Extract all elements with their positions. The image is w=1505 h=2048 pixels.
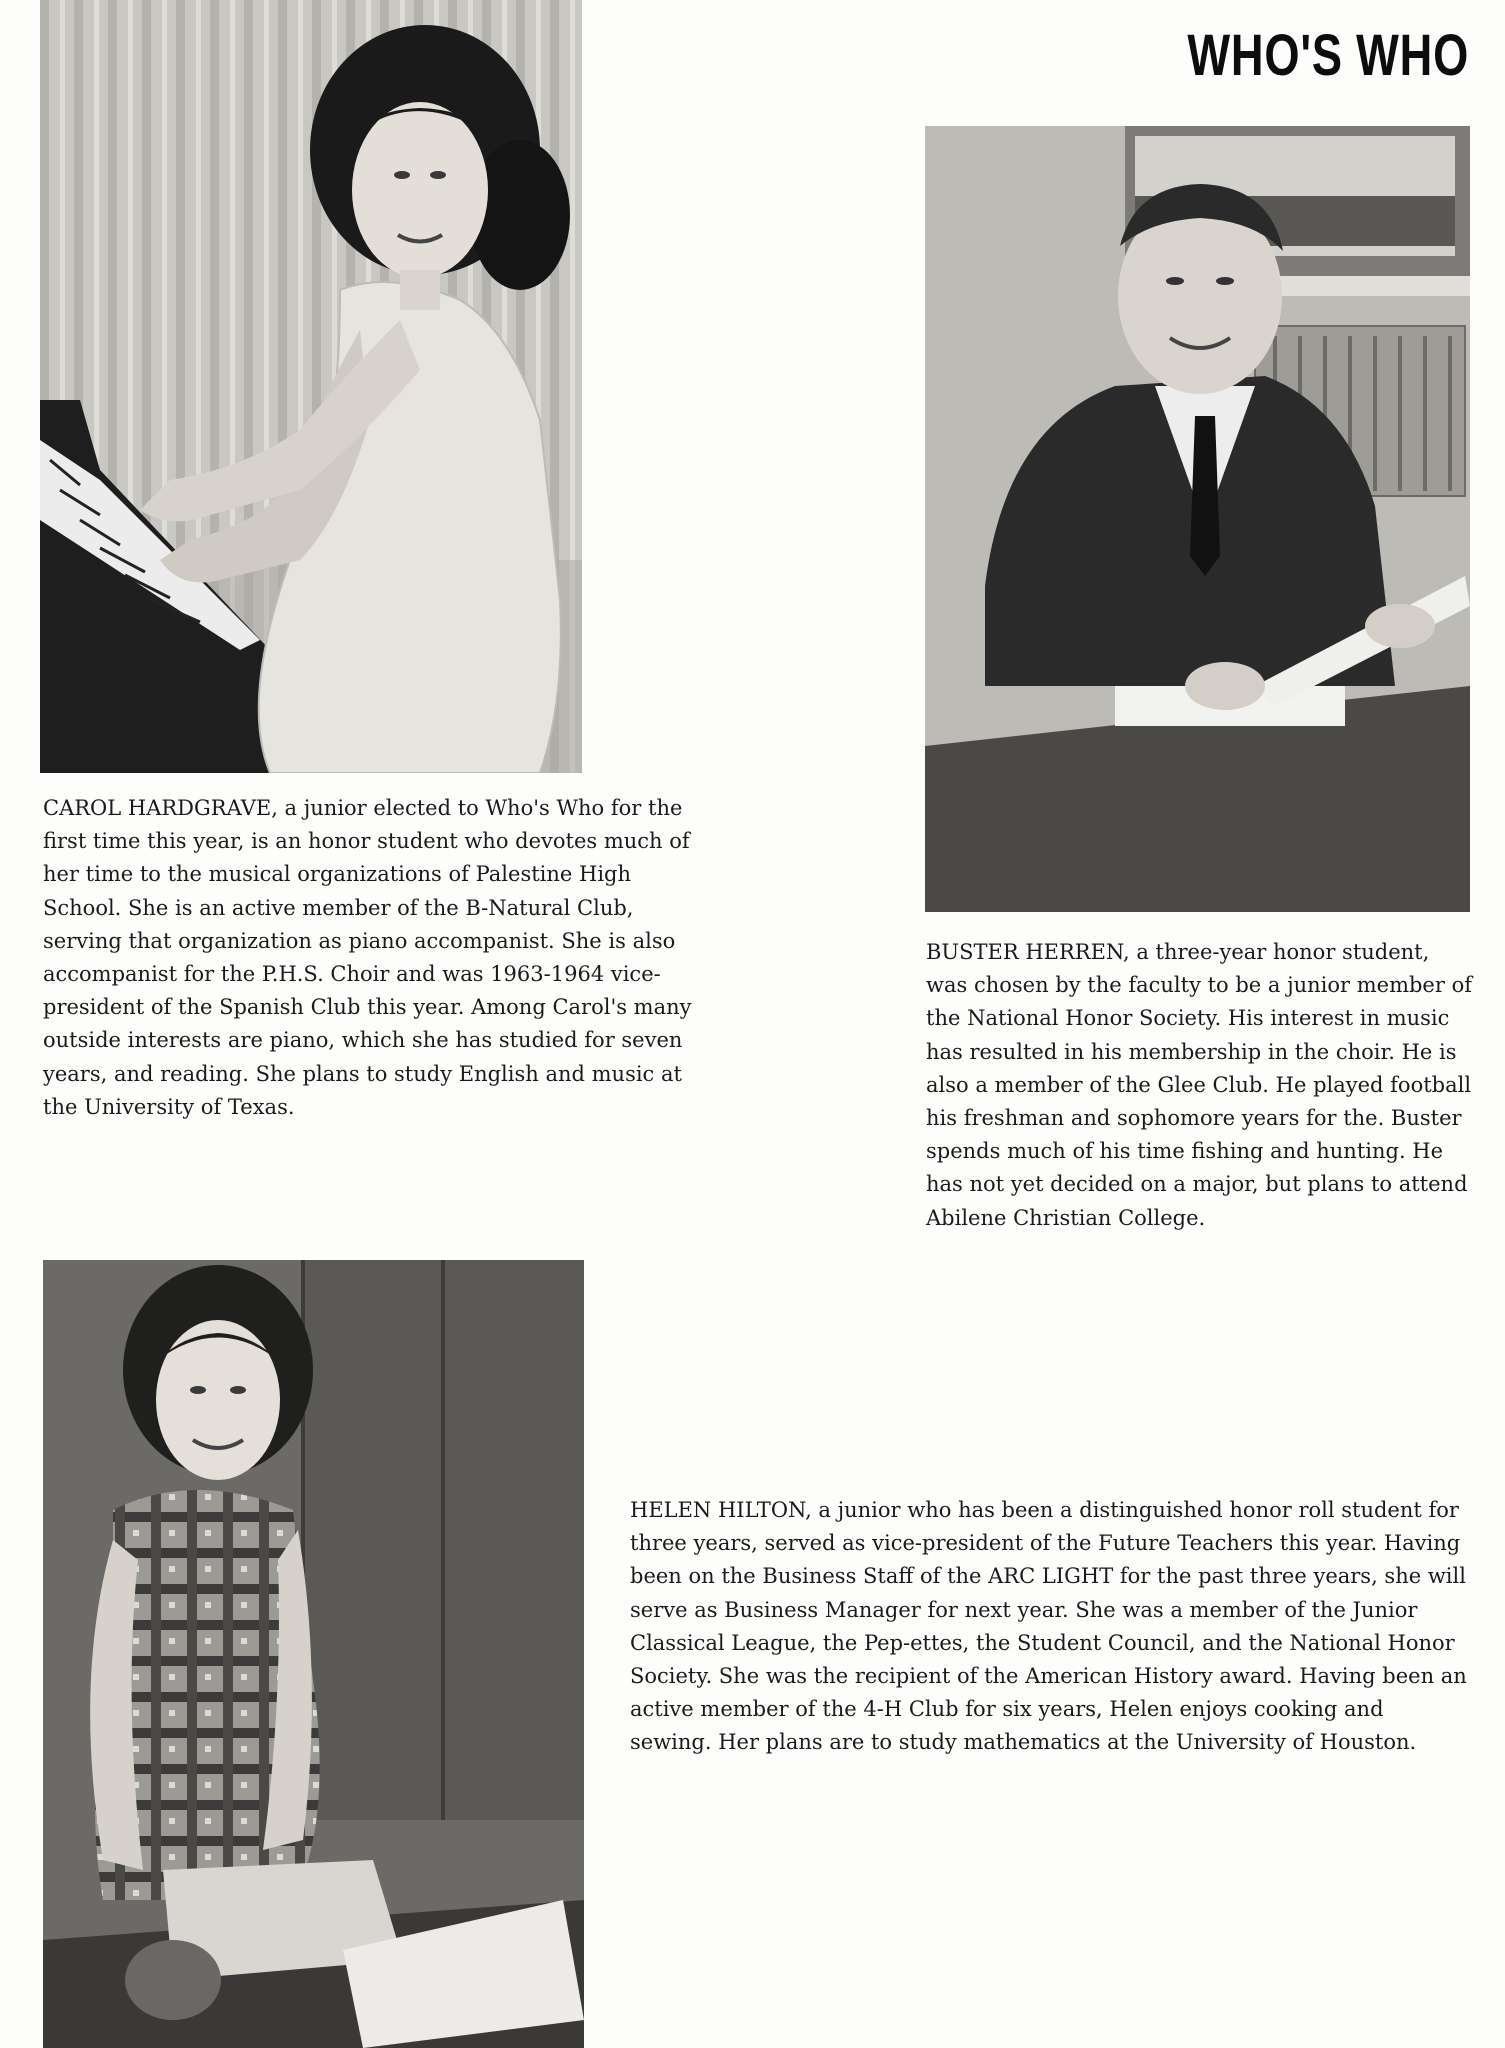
portrait-photo-icon bbox=[43, 1260, 584, 2048]
photo-carol-hardgrave bbox=[40, 0, 582, 773]
portrait-photo-icon bbox=[925, 126, 1470, 912]
bio-buster-herren: BUSTER HERREN, a three-year honor student, was chosen by the faculty to be a junior member of the National Honor Society. His interest in music has resulted in his membership in the choir. He is also a member of the Glee Club. He played football his freshman and sophomore years for the. Buster spends much of his time fishing and hunting. He has not yet decided on a major, but plans to attend Abilene Christian College. bbox=[926, 940, 1472, 1230]
bio-helen-hilton: HELEN HILTON, a junior who has been a distinguished honor roll student for three years, served as vice-president of the Future Teachers this year. Having been on the Business Staff of the ARC LIGHT for the past three years, she will serve as Business Manager for next year. She was a member of the Junior Classical League, the Pep-ettes, the Student Council, and the National Honor Society. She was the recipient of the American History award. Having been an active member of the 4-H Club for six years, Helen enjoys cooking and sewing. Her plans are to study mathematics at the University of Houston. bbox=[630, 1498, 1467, 1755]
photo-buster-herren bbox=[925, 126, 1470, 912]
portrait-photo-icon bbox=[40, 0, 582, 773]
page-title: WHO'S WHO bbox=[1187, 23, 1469, 88]
photo-helen-hilton bbox=[43, 1260, 584, 2048]
bio-carol-hardgrave: CAROL HARDGRAVE, a junior elected to Who's Who for the first time this year, is an honor student who devotes much of her time to the musical organizations of Palestine High School. She is an active member of the B-Natural Club, serving that organization as piano accompanist. She is also accompanist for the P.H.S. Choir and was 1963-1964 vice-president of the Spanish Club this year. Among Carol's many outside interests are piano, which she has studied for seven years, and reading. She plans to study English and music at the University of Texas. bbox=[43, 796, 692, 1119]
